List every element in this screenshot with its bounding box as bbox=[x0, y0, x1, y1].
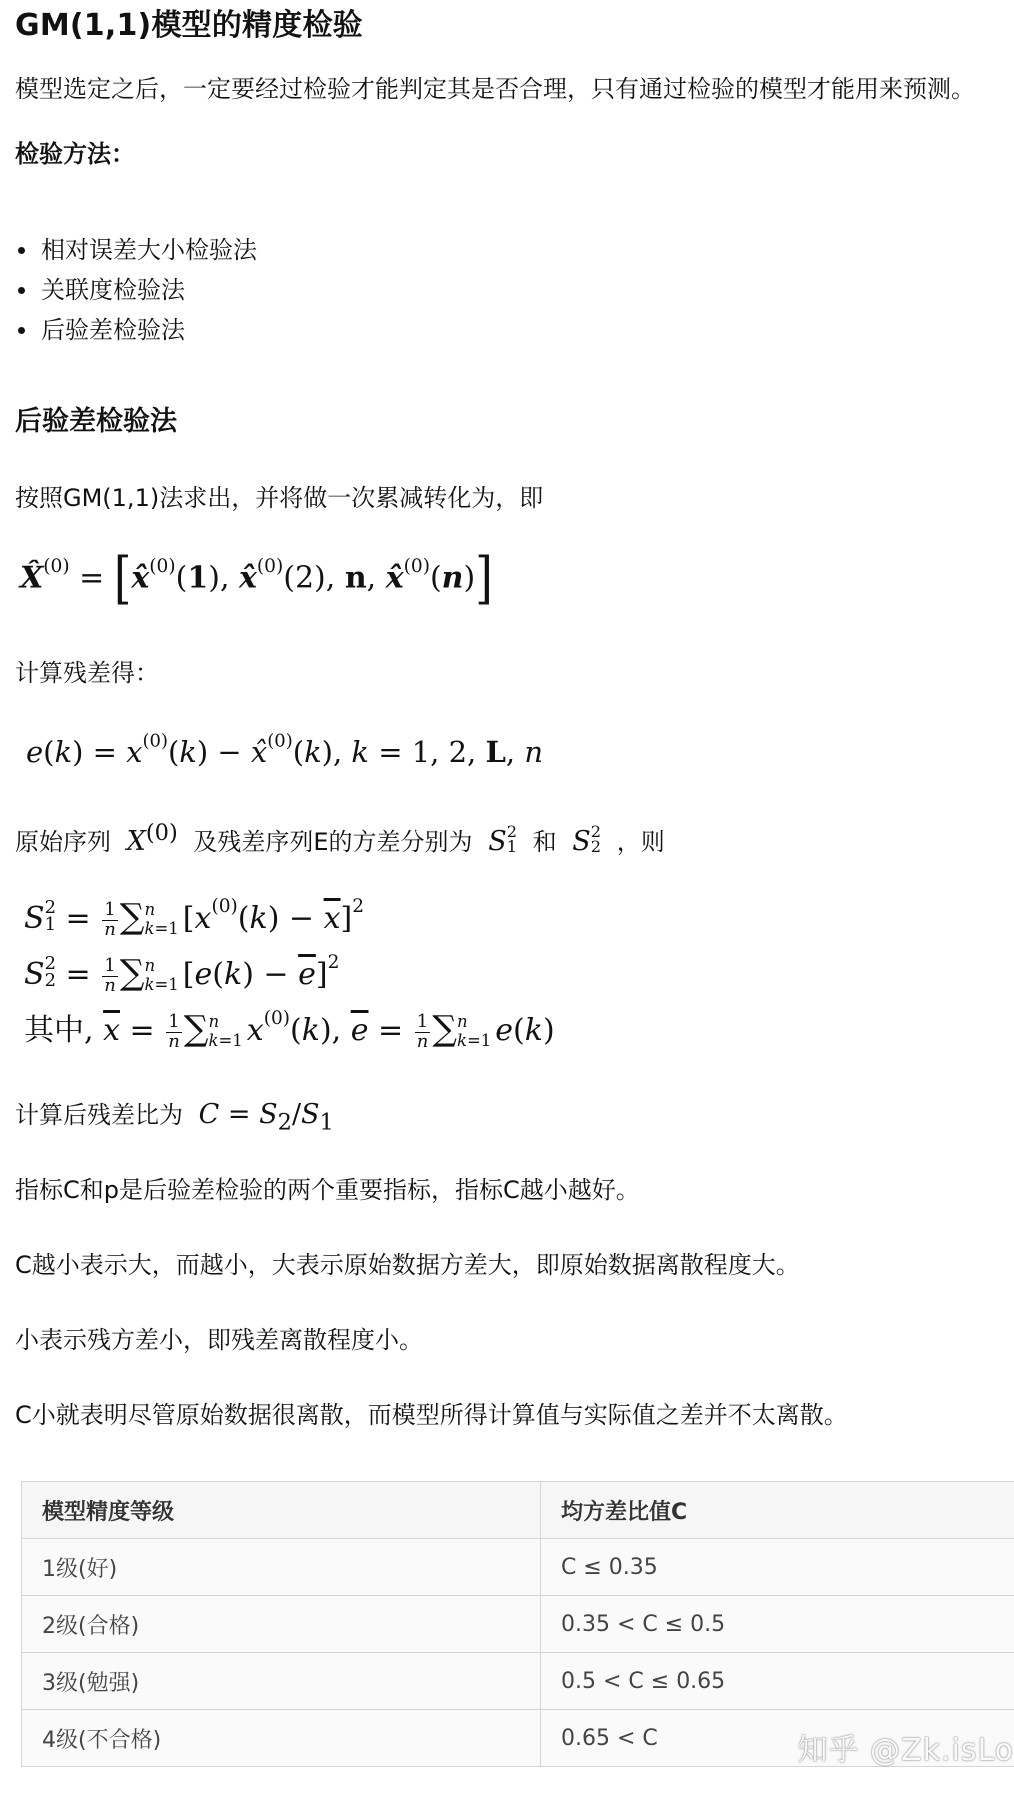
variance-text-after: ，则 bbox=[616, 828, 665, 856]
formula-s2: S 2 2 = $\frac{1}{n}$ ∑ n k=1 $[e(k) - \overline{e}]^2$ bbox=[24, 952, 340, 996]
inline-math-s1: S 2 1 bbox=[488, 822, 518, 857]
meaning-paragraph: C小就表明尽管原始数据很离散，而模型所得计算值与实际值之差并不太离散。 bbox=[15, 1401, 848, 1429]
methods-heading: 检验方法： bbox=[15, 140, 135, 168]
article-title: GM(1,1)模型的精度检验 bbox=[15, 8, 363, 43]
inline-math-x0: $X^{(0)}$ bbox=[126, 820, 178, 857]
indicators-paragraph: 指标C和p是后验差检验的两个重要指标，指标C越小越好。 bbox=[15, 1176, 640, 1204]
table-row bbox=[22, 1653, 1014, 1710]
methods-list bbox=[15, 230, 257, 350]
formula-variances bbox=[24, 890, 555, 1058]
table-header-grade: 模型精度等级 bbox=[22, 1482, 541, 1539]
residual-paragraph: 计算残差得： bbox=[15, 659, 159, 687]
table-cell: 0.35 < C ≤ 0.5 bbox=[541, 1596, 1014, 1653]
section-heading: 后验差检验法 bbox=[15, 406, 177, 437]
table-cell: 4级(不合格) bbox=[22, 1710, 541, 1767]
zhihu-watermark: 知乎 @Zk.isLo bbox=[797, 1733, 1014, 1768]
gm-paragraph: 按照GM(1,1)法求出，并将做一次累减转化为，即 bbox=[15, 484, 544, 512]
table-header-row bbox=[22, 1482, 1014, 1539]
variance-text-and: 和 bbox=[532, 828, 557, 856]
intro-paragraph: 模型选定之后，一定要经过检验才能判定其是否合理，只有通过检验的模型才能用来预测。 bbox=[15, 75, 975, 103]
table-row bbox=[22, 1596, 1014, 1653]
inline-math-s2: S 2 2 bbox=[572, 822, 602, 857]
list-item: 关联度检验法 bbox=[15, 270, 257, 310]
formula-xhat: X̂$^{(0)}$ = [x̂$^{(0)}$(1), x̂$^{(0)}$(2), n, x̂$^{(0)}$(n)] bbox=[20, 544, 493, 611]
table-cell: 0.5 < C ≤ 0.65 bbox=[541, 1653, 1014, 1710]
variance-text-before: 原始序列 bbox=[15, 828, 111, 856]
table-header-ratio: 均方差比值C bbox=[541, 1482, 1014, 1539]
list-item: 后验差检验法 bbox=[15, 310, 257, 350]
formula-means: 其中, $\overline{x}$ = $\frac{1}{n}$ ∑ n k=1 $x^{(0)}(k)$, $\overline{e}$ = $\frac{1}{n}$ ∑ n k=1 e(k) bbox=[24, 1008, 555, 1052]
list-item: 相对误差大小检验法 bbox=[15, 230, 257, 270]
formula-qizhong-label: 其中 bbox=[24, 1013, 84, 1048]
small-paragraph: 小表示残方差小，即残差离散程度小。 bbox=[15, 1326, 423, 1354]
table-cell: 1级(好) bbox=[22, 1539, 541, 1596]
variance-text-middle: 及残差序列E的方差分别为 bbox=[193, 828, 473, 856]
table-cell: 0.65 < C bbox=[541, 1710, 1014, 1767]
inline-math-ratio: $C = S_2/S_1$ bbox=[198, 1099, 334, 1136]
formula-residual: $e(k) = x^{(0)}(k)$ − x̂$^{(0)}$(k), k = 1, 2, L, n bbox=[26, 730, 544, 769]
ratio-text: 计算后残差比为 bbox=[15, 1101, 183, 1129]
c-small-paragraph: C越小表示大，而越小，大表示原始数据方差大，即原始数据离散程度大。 bbox=[15, 1251, 800, 1279]
table-cell: 3级(勉强) bbox=[22, 1653, 541, 1710]
table-row bbox=[22, 1539, 1014, 1596]
formula-s1: S 2 1 = $\frac{1}{n}$ ∑ n k=1 $[x^{(0)}(k) - \overline{x}]^2$ bbox=[24, 896, 365, 940]
variance-paragraph bbox=[15, 816, 665, 859]
ratio-paragraph bbox=[15, 1098, 334, 1139]
table-cell: C ≤ 0.35 bbox=[541, 1539, 1014, 1596]
table-cell: 2级(合格) bbox=[22, 1596, 541, 1653]
